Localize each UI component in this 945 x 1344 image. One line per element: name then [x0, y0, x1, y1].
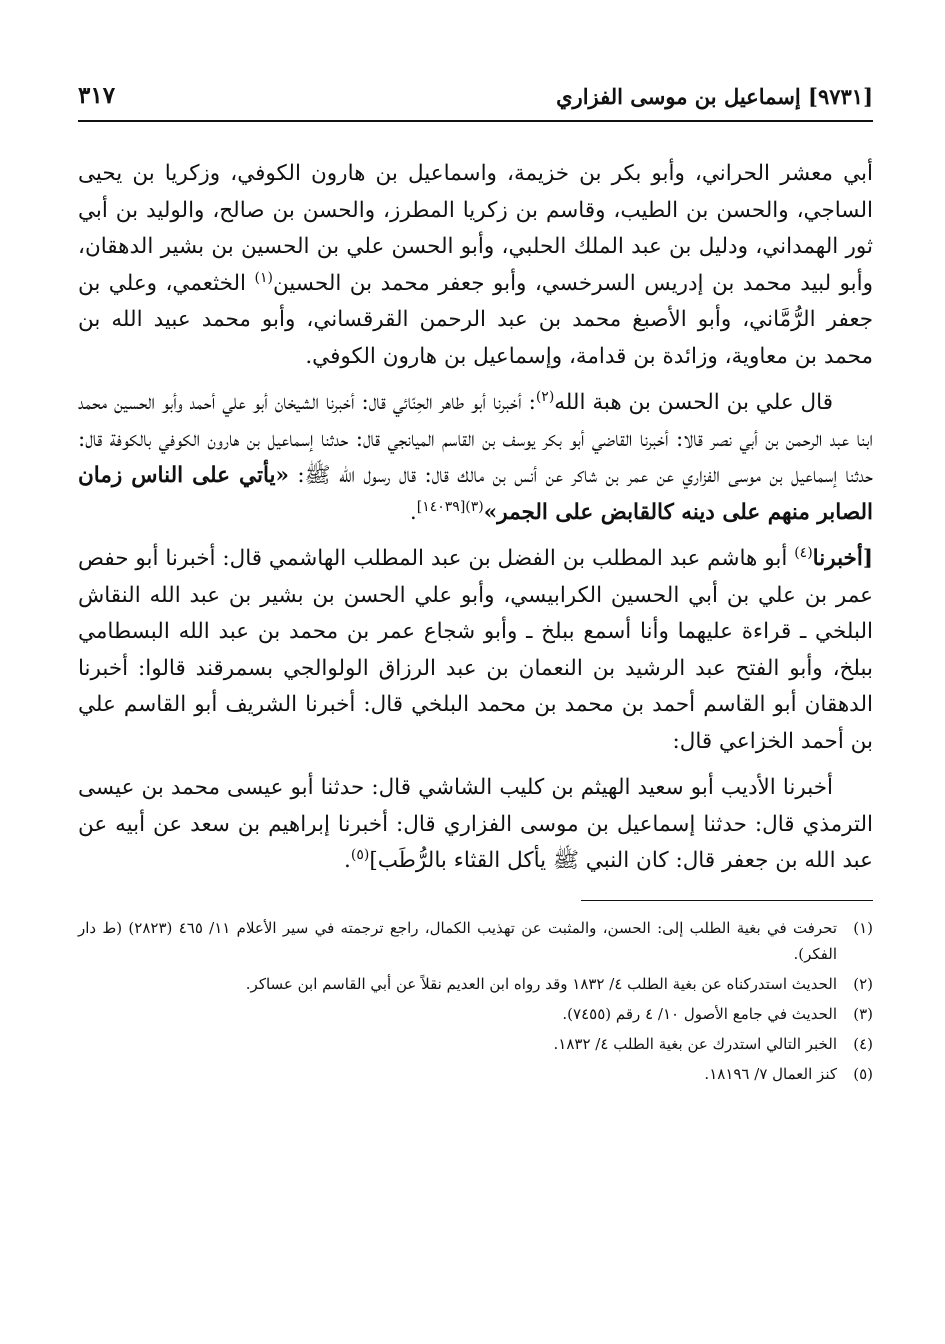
footnote — [78, 915, 873, 967]
paragraph-text: قال علي بن الحسن بن هبة الله — [554, 390, 833, 415]
footnote-number: (٥) — [853, 1064, 873, 1083]
footnote-ref-5: (٥) — [350, 846, 370, 863]
footnote-ref-4: (٤) — [794, 544, 813, 561]
footnote-text: كنز العمال ٧/ ١٨١٩٦. — [704, 1064, 837, 1083]
paragraph-text: : أخبرنا أبو طاهر الحِنّائي قال: أخبرنا الشيخان أبو علي أحمد وأبو الحسين محمد ابنا عبد الرحمن بن أبي نصر قالا: أخبرنا القاضي أبو بكر يوسف بن القاسم الميانجي قال: حدثنا إسماعيل بن هارون الكوفي بالكوفة قال: حدثنا إسماعيل بن موسى الفزاري عن عمر بن شاكر عن أنس بن مالك قال: قال رسول الله ﷺ: — [78, 390, 874, 488]
paragraph-tirmidhi — [78, 770, 873, 880]
paragraph-text: . — [344, 848, 351, 873]
footnote — [78, 1031, 873, 1057]
footnote-text: الحديث استدركناه عن بغية الطلب ٤/ ١٨٣٢ وقد رواه ابن العديم نقلاً عن أبي القاسم ابن عساكر. — [245, 974, 837, 993]
footnote-text: تحرفت في بغية الطلب إلى: الحسن، والمثبت عن تهذيب الكمال، راجع ترجمته في سير الأعلام ١١/ ٤٦٥ (٢٨٢٣) (ط دار الفكر). — [78, 918, 838, 963]
paragraph-text: . — [409, 499, 417, 525]
header-rule — [78, 120, 873, 122]
paragraph-narrators-list — [78, 156, 873, 375]
page — [78, 76, 873, 1091]
footnote-ref-2: (٢) — [535, 388, 555, 405]
footnote-text: الخبر التالي استدرك عن بغية الطلب ٤/ ١٨٣٢. — [553, 1034, 837, 1053]
paragraph-hadith-isnad — [78, 385, 873, 531]
paragraph-akhbarana — [78, 541, 873, 760]
hadith-text: «يأتي على الناس زمان الصابر منهم على دينه كالقابض على الجمر» — [78, 463, 873, 525]
footnote-number: (٤) — [853, 1034, 873, 1053]
footnote-text: الحديث في جامع الأصول ١٠/ ٤ رقم (٧٤٥٥). — [562, 1004, 837, 1023]
footnote-ref-1: (١) — [254, 269, 273, 286]
akhbarana-heading: [أخبرنا — [812, 546, 873, 571]
paragraph-text: أخبرنا الأديب أبو سعيد الهيثم بن كليب الشاشي قال: حدثنا أبو عيسى محمد بن عيسى الترمذي قال: حدثنا إسماعيل بن موسى الفزاري قال: أخبرنا إبراهيم بن سعد عن أبيه عن عبد الله بن جعفر قال: كان النبي ﷺ يأكل القثاء بالرُّطَب] — [78, 775, 873, 873]
paragraph-text: أبو هاشم عبد المطلب بن الفضل بن عبد المطلب الهاشمي قال: أخبرنا أبو حفص عمر بن علي بن أبي الحسين الكرابيسي، وأبو علي الحسن بن بشير بن عبد الله النقاش البلخي ـ قراءة عليهما وأنا أسمع ببلخ ـ وأبو شجاع عمر بن محمد بن عبد الله البسطامي ببلخ، وأبو الفتح عبد الرشيد بن النعمان بن عبد الرزاق الولوالجي بسمرقند قالوا: أخبرنا الدهقان أبو القاسم أحمد بن محمد بن محمد البلخي قال: أخبرنا الشريف أبو القاسم علي بن أحمد الخزاعي قال: — [78, 546, 873, 754]
footnote-number: (١) — [853, 918, 873, 937]
paragraph-text: أبي معشر الحراني، وأبو بكر بن خزيمة، واسماعيل بن هارون الكوفي، وزكريا بن يحيى الساجي، والحسن بن الطيب، وقاسم بن زكريا المطرز، والحسن بن صالح، والوليد بن أبي ثور الهمداني، ودليل بن عبد الملك الحلبي، وأبو الحسن علي بن الحسين بن بشير الدهقان، وأبو لبيد محمد بن إدريس السرخسي، وأبو جعفر محمد بن الحسين — [78, 161, 873, 296]
running-header — [78, 76, 873, 116]
footnote-ref-3: (٣)[١٤٠٣٩] — [416, 498, 484, 515]
header-title: [٩٧٣١] إسماعيل بن موسى الفزاري — [556, 84, 873, 109]
footnotes — [78, 915, 873, 1087]
footnote-number: (٢) — [853, 974, 873, 993]
footnote — [78, 1061, 873, 1087]
footnote-rule — [581, 900, 873, 901]
page-number: ٣١٧ — [78, 82, 116, 109]
body-text — [78, 156, 873, 880]
footnote-number: (٣) — [853, 1004, 873, 1023]
footnote — [78, 971, 873, 997]
footnote — [78, 1001, 873, 1027]
paragraph-text: الخثعمي، وعلي بن جعفر الرُّمَّاني، وأبو الأصبغ محمد بن عبد الرحمن القرقساني، وأبو محمد عبيد الله بن محمد بن معاوية، وزائدة بن قدامة، وإسماعيل بن هارون الكوفي. — [78, 270, 873, 369]
